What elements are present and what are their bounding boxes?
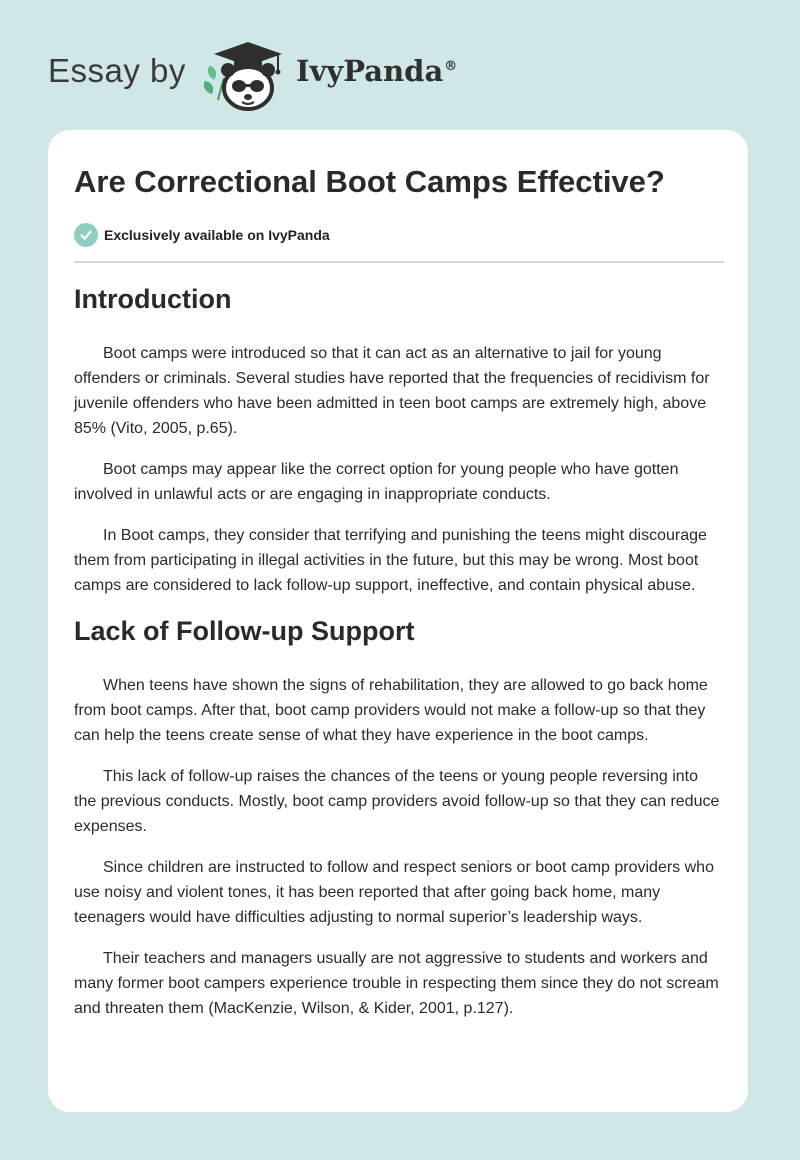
paragraph: Their teachers and managers usually are not aggressive to students and workers and many former boot campers experience trouble in respecting them since they do not scream and threaten them (MacKenzie, Wilson, & Kider, 2001, p.127). <box>74 950 719 1017</box>
section-heading: Introduction <box>74 284 232 314</box>
paragraph: This lack of follow-up raises the chances of the teens or young people reversing into the previous conducts. Mostly, boot camp providers avoid follow-up so that they can reduce expenses. <box>74 768 720 835</box>
essay-content <box>74 282 724 1037</box>
exclusive-badge-text: Exclusively available on IvyPanda <box>104 227 330 243</box>
paragraph: When teens have shown the signs of rehabilitation, they are allowed to go back home from boot camps. After that, boot camp providers would not make a follow-up so that they can help the teens create sense of what they have experience in the boot camps. <box>74 677 708 744</box>
essay-card <box>48 130 748 1112</box>
exclusive-badge <box>74 222 330 248</box>
site-header <box>0 0 800 130</box>
check-icon <box>74 223 98 247</box>
paragraph: Since children are instructed to follow and respect seniors or boot camp providers who use noisy and violent tones, it has been reported that after going back home, many teenagers would have difficulties adjusting to normal superior’s leadership ways. <box>74 859 714 926</box>
paragraph: Boot camps may appear like the correct option for young people who have gotten involved in unlawful acts or are engaging in inappropriate conducts. <box>74 461 679 503</box>
paragraph: In Boot camps, they consider that terrifying and punishing the teens might discourage them from participating in illegal activities in the future, but this may be wrong. Most boot camps are considered to lack follow-up support, ineffective, and contain physical abuse. <box>74 527 707 594</box>
brand-name[interactable]: IvyPanda® <box>296 54 458 88</box>
section-introduction <box>74 282 724 598</box>
section-lack-of-follow-up-support <box>74 614 724 1021</box>
essay-by-label: Essay by <box>48 52 186 89</box>
page-title: Are Correctional Boot Camps Effective? <box>74 164 665 199</box>
title-divider <box>74 261 724 263</box>
registered-mark: ® <box>444 59 458 75</box>
section-heading: Lack of Follow-up Support <box>74 616 415 646</box>
panda-graduate-icon[interactable] <box>200 36 290 112</box>
paragraph: Boot camps were introduced so that it can act as an alternative to jail for young offenders or criminals. Several studies have reported that the frequencies of recidivism for juvenile offenders who have been admitted in teen boot camps are extremely high, above 85% (Vito, 2005, p.65). <box>74 345 710 437</box>
